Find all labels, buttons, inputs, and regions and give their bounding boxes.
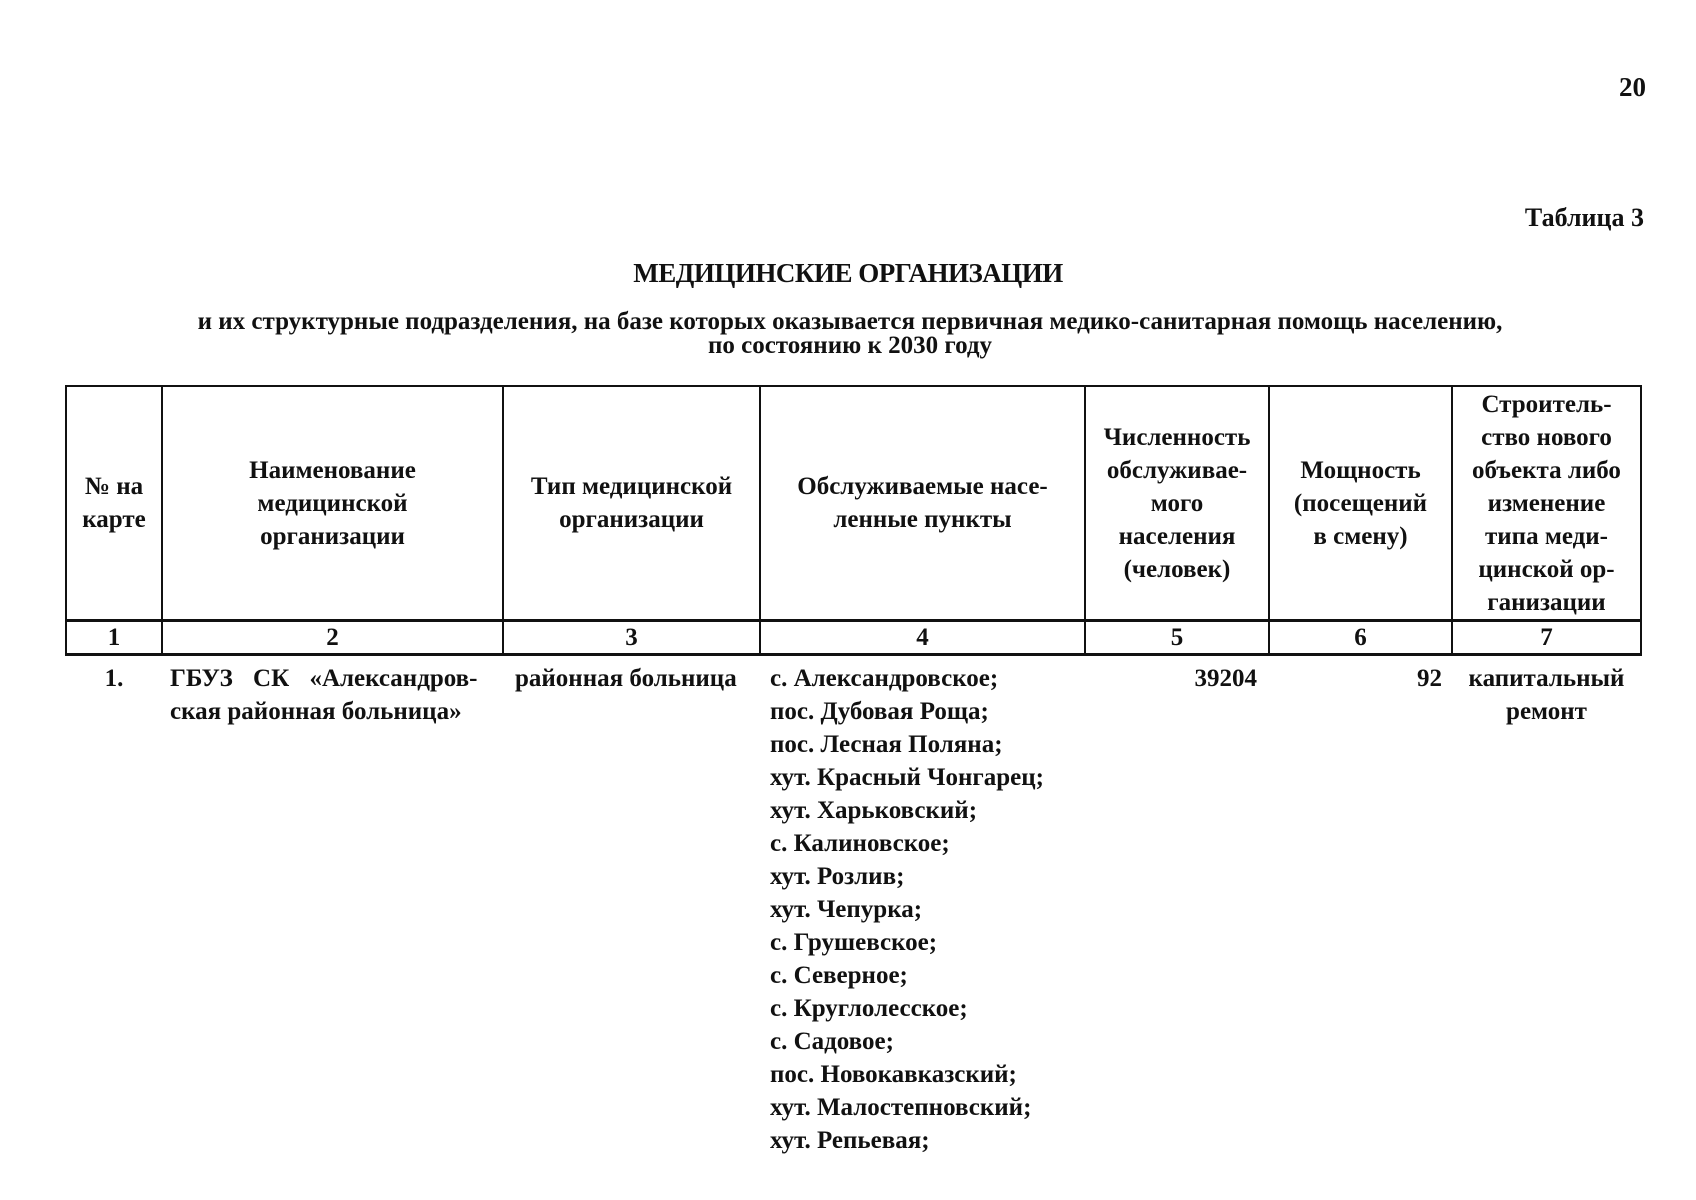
- settlement-item: пос. Дубовая Роща;: [770, 698, 989, 725]
- header-text-line: (человек): [1123, 555, 1231, 583]
- page-number: 20: [1619, 72, 1646, 102]
- settlement-item: хут. Харьковский;: [770, 797, 978, 824]
- header-text-line: Мощность: [1300, 456, 1421, 484]
- table-header-row: [66, 386, 1641, 621]
- population-cell: 39204: [1194, 665, 1257, 692]
- header-text-line: ленные пункты: [833, 506, 1012, 533]
- header-text-line: № на: [84, 473, 144, 500]
- header-text-line: организации: [559, 506, 704, 533]
- settlement-item: с. Александровское;: [770, 665, 999, 692]
- header-text-line: (посещений: [1293, 489, 1428, 517]
- settlement-item: пос. Лесная Поляна;: [770, 731, 1003, 758]
- document-title: МЕДИЦИНСКИЕ ОРГАНИЗАЦИИ: [633, 258, 1063, 288]
- column-header-population: [1085, 386, 1269, 621]
- subtitle-line-2: по состоянию к 2030 году: [707, 332, 993, 359]
- column-header-settlements: [760, 386, 1085, 621]
- header-text-line: Тип медицинской: [530, 473, 733, 500]
- header-text-line: ганизации: [1487, 588, 1606, 616]
- settlement-item: с. Калиновское;: [770, 830, 950, 857]
- column-number: 1: [66, 621, 162, 655]
- subtitle-line-1: и их структурные подразделения, на базе которых оказывается первичная медико-санитарная помощь населению,: [197, 308, 1503, 335]
- column-number: 3: [503, 621, 760, 655]
- construction-line: капитальный: [1468, 665, 1625, 692]
- construction-line: ремонт: [1506, 698, 1587, 725]
- header-text-line: карте: [82, 506, 146, 533]
- header-text-line: Строитель-: [1481, 390, 1612, 418]
- column-header-capacity: [1269, 386, 1452, 621]
- settlement-item: хут. Чепурка;: [770, 896, 923, 923]
- column-number: 4: [760, 621, 1085, 655]
- organization-name-cell: [162, 655, 503, 1158]
- table-row: [66, 655, 1641, 1158]
- column-header-organization-name: [162, 386, 503, 621]
- settlement-item: пос. Новокавказский;: [770, 1061, 1017, 1088]
- header-text-line: мого: [1150, 489, 1204, 517]
- header-text-line: в смену): [1313, 522, 1408, 550]
- header-text-line: Обслуживаемые насе-: [797, 473, 1048, 500]
- header-text-line: ство нового: [1481, 423, 1612, 451]
- header-text-line: типа меди-: [1484, 522, 1608, 550]
- column-number: 6: [1269, 621, 1452, 655]
- header-text-line: организации: [260, 522, 405, 550]
- header-text-line: цинской ор-: [1478, 555, 1615, 583]
- organization-type-cell: районная больница: [515, 665, 737, 692]
- column-number-row: [66, 621, 1641, 655]
- organization-name-line: ГБУЗ СК «Александров-: [170, 665, 478, 692]
- column-header-map-number: [66, 386, 162, 621]
- table-label: Таблица 3: [1524, 203, 1644, 232]
- settlement-item: хут. Розлив;: [770, 863, 905, 890]
- header-text-line: Численность: [1103, 423, 1251, 451]
- settlement-item: хут. Малостепновский;: [770, 1094, 1032, 1121]
- settlement-item: с. Садовое;: [770, 1028, 894, 1055]
- organization-name-line: ская районная больница»: [170, 698, 462, 725]
- column-header-organization-type: [503, 386, 760, 621]
- column-number: 7: [1452, 621, 1641, 655]
- header-text-line: обслуживае-: [1106, 456, 1248, 484]
- construction-cell: [1452, 655, 1641, 1158]
- header-text-line: населения: [1118, 522, 1236, 550]
- column-number: 5: [1085, 621, 1269, 655]
- header-text-line: изменение: [1487, 489, 1606, 517]
- settlement-item: хут. Репьевая;: [770, 1127, 930, 1154]
- header-text-line: медицинской: [257, 489, 408, 517]
- map-number-cell: 1.: [104, 665, 124, 692]
- settlement-item: с. Круглолесское;: [770, 995, 968, 1022]
- header-text-line: объекта либо: [1472, 456, 1621, 484]
- capacity-cell: 92: [1417, 665, 1442, 692]
- header-text-line: Наименование: [249, 456, 416, 484]
- column-number: 2: [162, 621, 503, 655]
- column-header-construction: [1452, 386, 1641, 621]
- document-subtitle: [150, 310, 1550, 358]
- settlement-item: хут. Красный Чонгарец;: [770, 764, 1044, 791]
- settlement-item: с. Северное;: [770, 962, 908, 989]
- medical-organizations-table: [65, 385, 1642, 1157]
- settlement-item: с. Грушевское;: [770, 929, 938, 956]
- settlements-cell: [760, 655, 1085, 1158]
